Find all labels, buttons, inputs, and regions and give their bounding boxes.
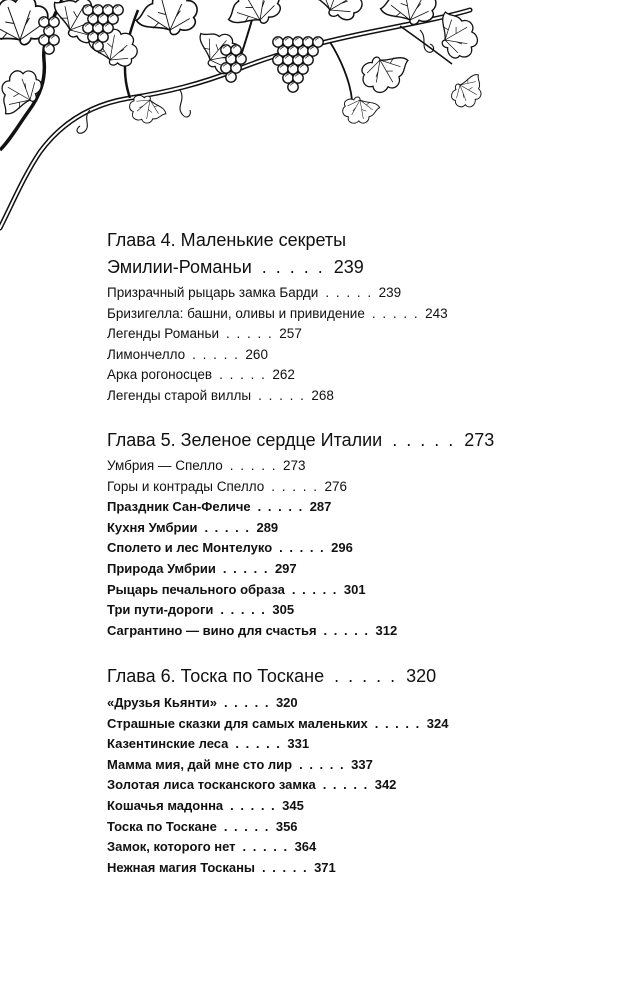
chapter-4-entries xyxy=(107,283,448,407)
toc-entry[interactable] xyxy=(107,345,448,366)
entry-title: Сполето и лес Монтелуко xyxy=(107,540,273,556)
toc-entry[interactable] xyxy=(107,304,448,325)
entry-page-number: 296 xyxy=(331,540,353,556)
entry-title: «Друзья Кьянти» xyxy=(107,695,217,710)
leader-dots: . . . . . xyxy=(223,818,270,834)
entry-page-number: 297 xyxy=(274,560,297,576)
chapter-title-text: Глава 5. Зеленое сердце Италии xyxy=(107,430,383,450)
toc-entry[interactable] xyxy=(107,386,448,407)
entry-page-number: 260 xyxy=(245,346,268,362)
toc-entry[interactable] xyxy=(107,538,397,559)
entry-title: Умбрия — Спелло xyxy=(107,458,223,473)
toc-entry[interactable] xyxy=(107,817,448,838)
entry-page-number: 287 xyxy=(309,499,332,515)
entry-title: Арка рогоносцев xyxy=(107,367,213,383)
leader-dots: . . . . . xyxy=(242,839,289,855)
entry-title: Легенды Романьи xyxy=(107,326,220,342)
entry-title: Мамма мия, дай мне сто лир xyxy=(107,756,293,772)
entry-title: Кошачья мадонна xyxy=(107,797,224,813)
entry-page-number: 345 xyxy=(282,797,304,813)
entry-page-number: 262 xyxy=(272,367,295,383)
chapter-page-number: 320 xyxy=(406,666,437,686)
leader-dots: . . . . . xyxy=(220,602,267,618)
entry-title: Легенды старой виллы xyxy=(107,387,252,403)
toc-entry[interactable] xyxy=(107,518,397,539)
leader-dots: . . . . . xyxy=(325,285,373,300)
toc-entry[interactable] xyxy=(107,858,448,879)
entry-page-number: 305 xyxy=(272,602,295,618)
entry-title: Природа Умбрии xyxy=(107,560,216,576)
leader-dots: . . . . . xyxy=(299,756,346,772)
entry-title: Золотая лиса тосканского замка xyxy=(107,777,316,793)
entry-page-number: 337 xyxy=(351,756,373,772)
chapter-title-text: Глава 4. Маленькие секреты xyxy=(107,230,347,250)
chapter-5-entries xyxy=(107,456,397,641)
toc-entry[interactable] xyxy=(107,837,448,858)
entry-title: Горы и контрады Спелло xyxy=(107,478,265,494)
entry-title: Кухня Умбрии xyxy=(107,519,198,535)
leader-dots: . . . . . xyxy=(230,797,277,813)
chapter-4-title[interactable] xyxy=(107,230,346,250)
leader-dots: . . . . . xyxy=(262,859,309,875)
entry-title: Нежная магия Тосканы xyxy=(107,859,256,875)
entry-title: Праздник Сан-Феличе xyxy=(107,499,251,515)
toc-entry[interactable] xyxy=(107,559,397,580)
leader-dots: . . . . . xyxy=(374,715,421,731)
leader-dots: . . . . . xyxy=(261,257,325,277)
toc-entry[interactable] xyxy=(107,796,448,817)
toc-entry[interactable] xyxy=(107,714,448,735)
entry-page-number: 257 xyxy=(279,326,302,342)
entry-title: Рыцарь печального образа xyxy=(107,581,285,597)
entry-page-number: 342 xyxy=(374,777,397,793)
entry-page-number: 371 xyxy=(314,859,336,875)
entry-title: Лимончелло xyxy=(107,346,186,362)
entry-page-number: 239 xyxy=(378,285,402,300)
entry-title: Бризигелла: башни, оливы и привидение xyxy=(107,305,365,321)
leader-dots: . . . . . xyxy=(229,458,277,473)
entry-title: Три пути-дороги xyxy=(107,602,214,618)
entry-title: Призрачный рыцарь замка Барди xyxy=(107,285,319,300)
entry-page-number: 324 xyxy=(426,715,449,731)
toc-entry[interactable] xyxy=(107,693,448,714)
leader-dots: . . . . . xyxy=(192,346,240,362)
leader-dots: . . . . . xyxy=(226,326,274,342)
entry-title: Страшные сказки для самых маленьких xyxy=(107,715,368,731)
entry-page-number: 331 xyxy=(287,736,310,752)
leader-dots: . . . . . xyxy=(392,430,456,450)
toc-entry[interactable] xyxy=(107,600,397,621)
leader-dots: . . . . . xyxy=(258,387,306,403)
toc-entry[interactable] xyxy=(107,477,397,498)
leader-dots: . . . . . xyxy=(235,736,282,752)
toc-entry[interactable] xyxy=(107,775,448,796)
leader-dots: . . . . . xyxy=(323,622,370,638)
leader-dots: . . . . . xyxy=(279,540,326,556)
entry-page-number: 312 xyxy=(375,622,398,638)
toc-entry[interactable] xyxy=(107,497,397,518)
toc-entry[interactable] xyxy=(107,734,448,755)
entry-title: Тоска по Тоскане xyxy=(107,818,217,834)
entry-title: Казентинские леса xyxy=(107,736,229,752)
leader-dots: . . . . . xyxy=(204,519,251,535)
entry-page-number: 273 xyxy=(283,458,306,473)
grapevine-illustration xyxy=(0,0,644,240)
entry-page-number: 320 xyxy=(275,695,298,710)
leader-dots: . . . . . xyxy=(271,478,319,494)
leader-dots: . . . . . xyxy=(291,581,338,597)
chapter-page-number: 273 xyxy=(464,430,495,450)
chapter-6-entries xyxy=(107,693,448,878)
entry-page-number: 276 xyxy=(324,478,348,494)
chapter-title-text: Глава 6. Тоска по Тоскане xyxy=(107,666,325,686)
leader-dots: . . . . . xyxy=(219,367,267,383)
toc-entry[interactable] xyxy=(107,365,448,386)
toc-entry[interactable] xyxy=(107,456,397,477)
toc-entry[interactable] xyxy=(107,580,397,601)
entry-title: Сагрантино — вино для счастья xyxy=(107,622,317,638)
toc-entry[interactable] xyxy=(107,324,448,345)
entry-title: Замок, которого нет xyxy=(107,839,236,855)
leader-dots: . . . . . xyxy=(371,305,420,321)
entry-page-number: 243 xyxy=(425,305,448,321)
leader-dots: . . . . . xyxy=(222,560,269,576)
chapter-4-title-cont[interactable] xyxy=(107,257,364,277)
entry-page-number: 301 xyxy=(343,581,366,597)
entry-page-number: 356 xyxy=(275,818,298,834)
leader-dots: . . . . . xyxy=(334,666,398,686)
toc-entry[interactable] xyxy=(107,283,448,304)
leader-dots: . . . . . xyxy=(223,695,270,710)
toc-entry[interactable] xyxy=(107,621,397,642)
entry-page-number: 268 xyxy=(311,387,334,403)
leader-dots: . . . . . xyxy=(257,499,304,515)
chapter-page-number: 239 xyxy=(333,257,364,277)
chapter-title-text: Эмилии-Романьи xyxy=(107,257,252,277)
toc-entry[interactable] xyxy=(107,755,448,776)
chapter-6-title[interactable] xyxy=(107,666,436,686)
entry-page-number: 289 xyxy=(256,519,279,535)
entry-page-number: 364 xyxy=(294,839,317,855)
leader-dots: . . . . . xyxy=(322,777,369,793)
chapter-5-title[interactable] xyxy=(107,430,494,450)
